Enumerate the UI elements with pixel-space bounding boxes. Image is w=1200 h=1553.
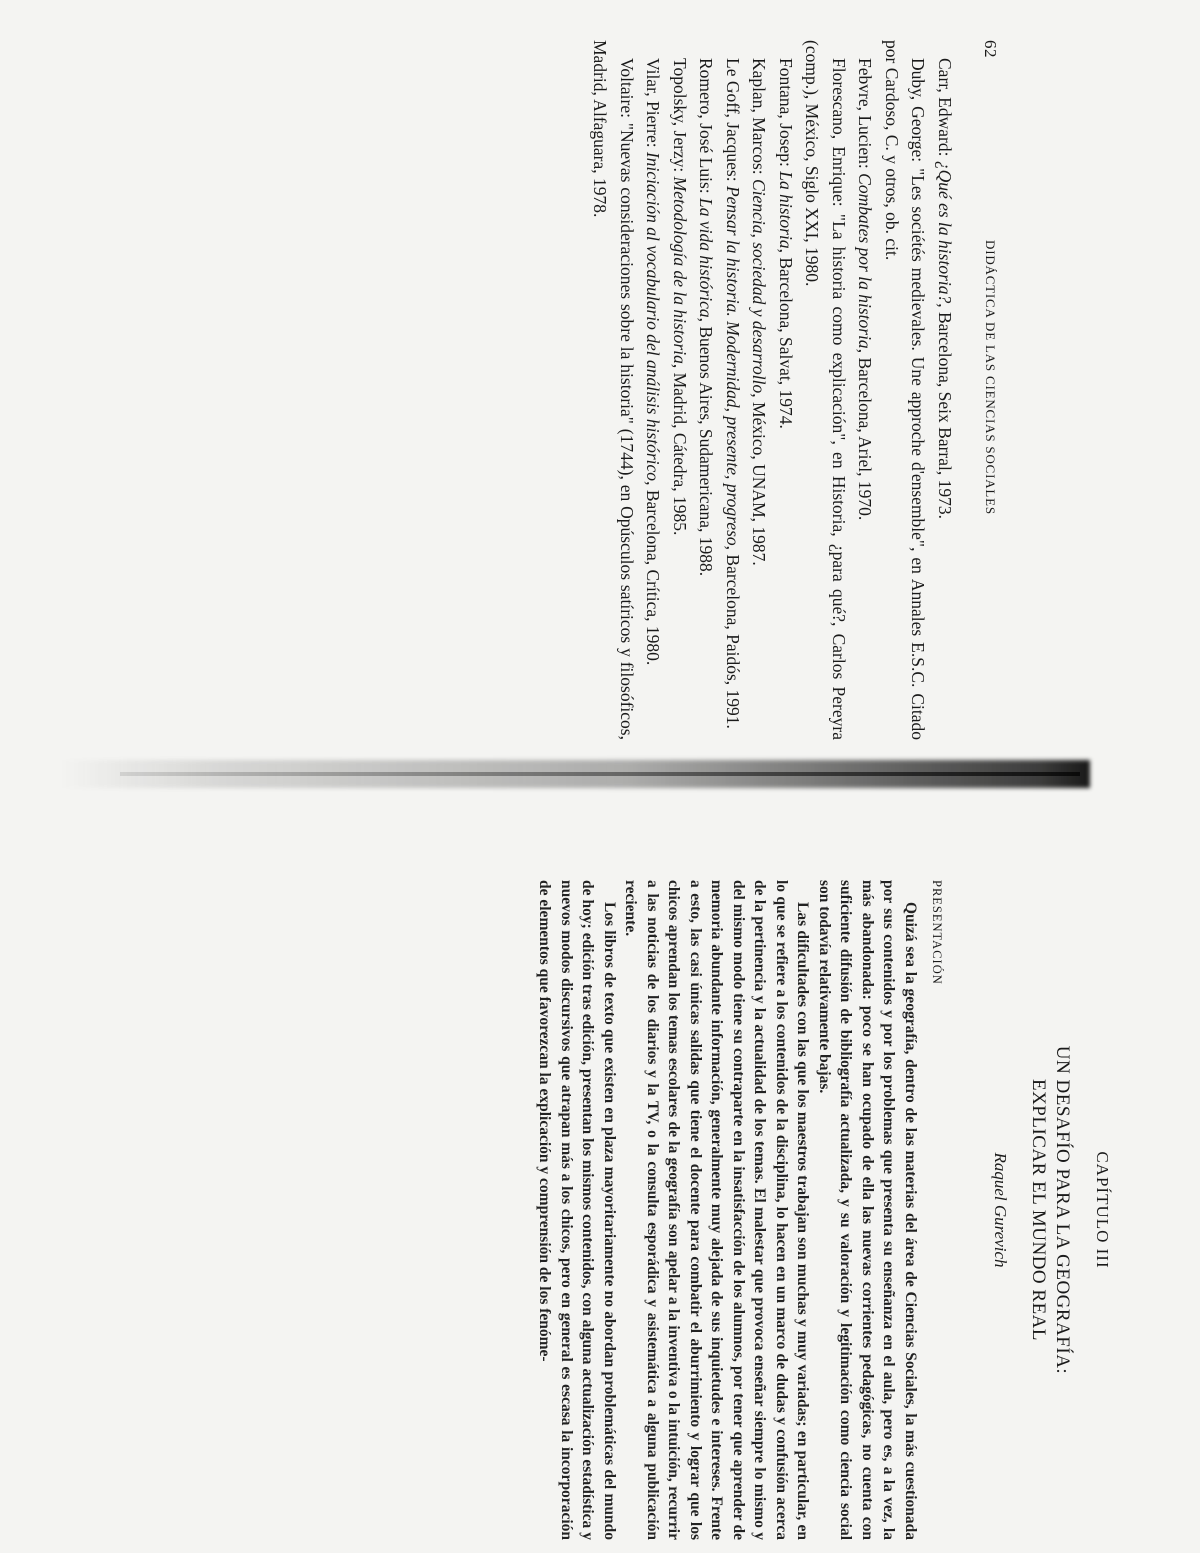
entry-title: Iniciación al vocabulario del análisis histórico <box>643 151 664 482</box>
chapter-title-line: EXPLICAR EL MUNDO REAL <box>1028 1078 1049 1342</box>
bibliography-entry <box>799 40 852 740</box>
bibliography-entry <box>879 40 932 740</box>
entry-details: , Barcelona, Paidós, 1991. <box>723 545 743 729</box>
entry-author: Duby, George: <box>908 58 929 169</box>
entry-author: Topolsky, Jerzy: <box>670 58 690 177</box>
entry-author: Fontana, Josep: <box>776 58 796 172</box>
entry-details: "Nuevas consideraciones sobre la historia" (1744), en Opúsculos satíricos y filosóficos, Madrid, Alfaguara, 1978. <box>590 40 637 740</box>
entry-title: Pensar la historia. Modernidad, presente, progreso <box>723 185 743 546</box>
entry-title: ¿Qué es la historia? <box>935 160 955 304</box>
entry-title: Combates por la historia <box>855 173 876 349</box>
left-page <box>580 40 1000 740</box>
entry-title: Metodología de la historia <box>670 176 690 364</box>
entry-details: , Madrid, Cátedra, 1985. <box>670 363 690 536</box>
entry-details: , Buenos Aires, Sudamericana, 1988. <box>696 317 717 577</box>
chapter-author: Raquel Gurevich <box>991 1152 1010 1268</box>
entry-title: La vida histórica <box>696 198 717 318</box>
entry-details: "La historia como explicación", en Historia, ¿para qué?, Carlos Pereyra (comp.), México, Siglo XXI, 1980. <box>802 40 849 740</box>
entry-author: Voltaire: <box>617 58 637 123</box>
section-heading: PRESENTACIÓN <box>930 880 944 985</box>
bibliography-entry <box>667 40 694 740</box>
entry-details: "Les sociétés medievales. Une approche d'ensemble", en Annales E.S.C. Citado por Cardoso, C. y otros, ob. cit. <box>882 40 929 740</box>
chapter-title-line: UN DESAFÍO PARA LA GEOGRAFÍA: <box>1052 1045 1073 1375</box>
bibliography-entry <box>852 40 879 740</box>
entry-author: Florescano, Enrique: <box>829 58 849 214</box>
chapter-title <box>1026 880 1074 1540</box>
entry-details: , México, UNAM, 1987. <box>749 393 770 566</box>
entry-author: Carr, Edward: <box>935 58 955 161</box>
paragraph: Los libros de texto que existen en plaza mayoritariamente no abordan problemáticas del mundo de hoy; edición tras edición, presentan los mismos contenidos, con alguna actualización estadística y nuevos modos discursivos que atrapan más a los chicos, pero en general es escasa la incorporación de elementos que favorezcan la explicación y comprensión de los fenóme- <box>536 880 618 1540</box>
bibliography-entry <box>720 40 747 740</box>
chapter-label: CAPÍTULO III <box>1093 1151 1112 1269</box>
bibliography <box>587 40 958 740</box>
entry-author: Vilar, Pierre: <box>643 58 664 152</box>
page-header <box>974 40 1000 740</box>
entry-title: La historia <box>776 171 796 249</box>
entry-title: Ciencia, sociedad y desarrollo <box>749 179 770 394</box>
entry-author: Febvre, Lucien: <box>855 58 876 174</box>
entry-author: Le Goff, Jacques: <box>723 58 743 186</box>
book-gutter-line <box>120 772 1080 776</box>
entry-details: , Barcelona, Seix Barral, 1973. <box>935 303 955 520</box>
entry-details: , Barcelona, Crítica, 1980. <box>643 481 664 666</box>
page-number: 62 <box>981 40 1000 58</box>
body-text <box>534 880 921 1540</box>
entry-author: Romero, José Luis: <box>696 58 717 198</box>
entry-details: , Barcelona, Ariel, 1970. <box>855 348 876 521</box>
paragraph: Las dificultades con las que los maestros trabajan son muchas y muy variadas; en particular, en lo que se refiere a los contenidos de la disciplina, lo hacen en un marco de dudas y confusión acerca de la pertinencia y la actualidad de los temas. El malestar que provoca enseñar siempre lo mismo y del mismo modo tiene su contraparte en la insatisfacción de los alumnos, por tener que aprender de memoria abundante información, generalmente muy alejada de sus inquietudes e intereses. Frente a esto, las casi únicas salidas que tiene el docente para combatir el aburrimiento y lograr que los chicos aprendan los temas escolares de la geografía son apelar a la inventiva o la intuición, recurrir a las noticias de los diarios y la TV, o la consulta esporádica y asistemática a alguna publicación reciente. <box>622 880 812 1540</box>
bibliography-entry <box>746 40 773 740</box>
bibliography-entry <box>640 40 667 740</box>
entry-author: Kaplan, Marcos: <box>749 58 770 180</box>
paragraph: Quizá sea la geografía, dentro de las materias del área de Ciencias Sociales, la más cuestionada por sus contenidos y por los problemas que presenta su enseñanza en el aula, pero es, a la vez, la más abandonada: poco se han ocupado de ella las nuevas corrientes pedagógicas, no cuenta con suficiente difusión de bibliografía actualizada, y su valoración y legitimación como ciencia social son todavía relativamente bajas. <box>816 880 919 1540</box>
right-page <box>536 880 1120 1540</box>
entry-details: , Barcelona, Salvat, 1974. <box>776 248 796 429</box>
bibliography-entry <box>932 40 959 740</box>
bibliography-entry <box>773 40 800 740</box>
bibliography-entry <box>587 40 640 740</box>
running-head: DIDÁCTICA DE LAS CIENCIAS SOCIALES <box>983 240 998 515</box>
bibliography-entry <box>693 40 720 740</box>
